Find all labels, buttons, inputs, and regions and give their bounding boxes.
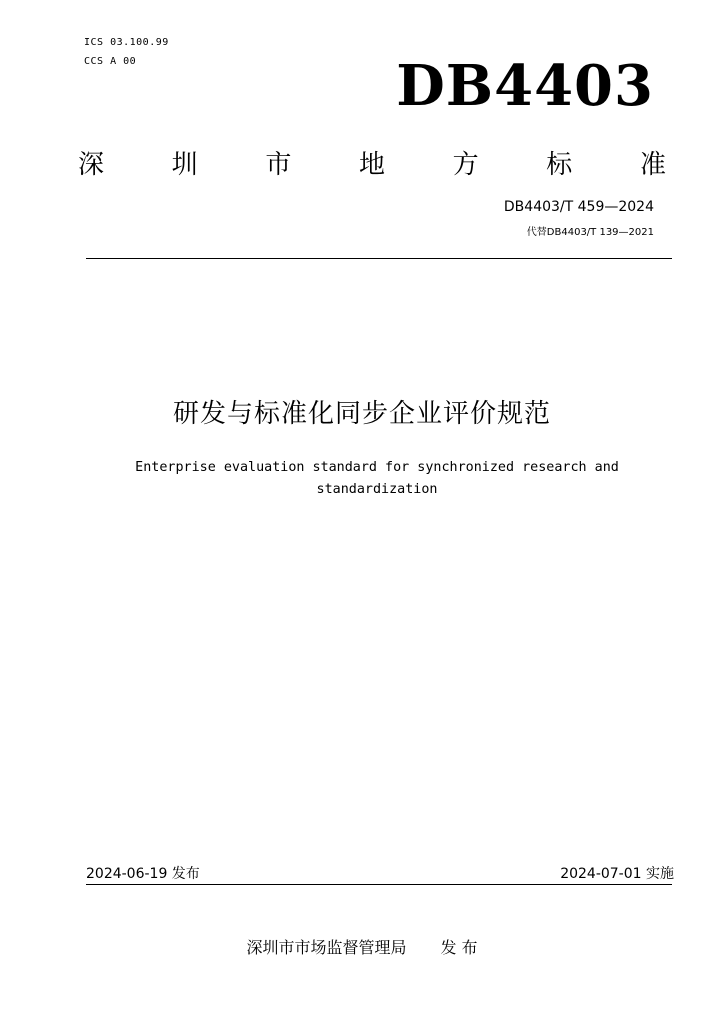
- issuer-name: 深圳市市场监督管理局: [246, 938, 407, 957]
- standard-type-heading: [78, 150, 666, 181]
- standard-type-char: 深: [78, 150, 105, 180]
- standard-type-char: 标: [546, 150, 573, 180]
- document-title-english: Enterprise evaluation standard for synchronized research and standardization: [135, 460, 619, 497]
- header-divider: [86, 258, 672, 259]
- ics-code: ICS 03.100.99: [84, 37, 169, 48]
- standard-type-char: 准: [639, 150, 666, 180]
- standard-type-char: 圳: [171, 150, 198, 180]
- footer-divider: [86, 884, 672, 885]
- standard-mark: DB4403: [396, 53, 654, 119]
- issuer-line: [0, 935, 724, 958]
- implementation-date: 2024-07-01 实施: [560, 866, 674, 882]
- ccs-code: CCS A 00: [84, 56, 137, 67]
- document-title-chinese: 研发与标准化同步企业评价规范: [172, 399, 551, 429]
- issuer-action: 发 布: [440, 938, 478, 957]
- standard-type-char: 市: [265, 150, 292, 180]
- standard-type-char: 地: [358, 150, 385, 180]
- standard-number: DB4403/T 459—2024: [503, 199, 654, 215]
- replaces-note: 代替DB4403/T 139—2021: [526, 227, 654, 238]
- standard-type-char: 方: [452, 150, 479, 180]
- publish-date: 2024-06-19 发布: [86, 866, 200, 882]
